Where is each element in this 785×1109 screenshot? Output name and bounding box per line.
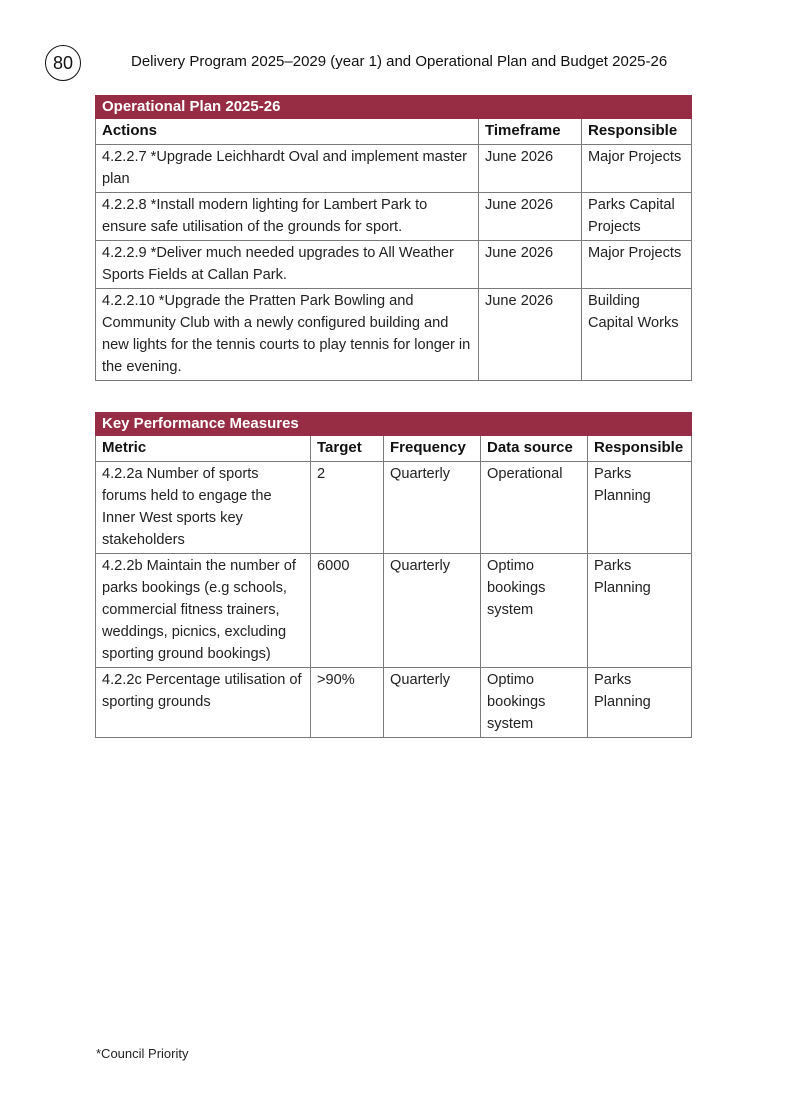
column-header: Data source xyxy=(481,436,588,462)
document-header: Delivery Program 2025–2029 (year 1) and Operational Plan and Budget 2025-26 xyxy=(131,53,668,70)
responsible-cell: Major Projects xyxy=(582,145,692,193)
timeframe-cell: June 2026 xyxy=(479,193,582,241)
target-cell: >90% xyxy=(311,668,384,738)
action-cell: 4.2.2.10 *Upgrade the Pratten Park Bowling and Community Club with a newly configured building and new lights for the tennis courts to play tennis for longer in the evening. xyxy=(96,289,479,381)
metric-cell: 4.2.2a Number of sports forums held to engage the Inner West sports key stakeholders xyxy=(96,462,311,554)
table-row xyxy=(96,462,692,554)
responsible-cell: Major Projects xyxy=(582,241,692,289)
kpi-title: Key Performance Measures xyxy=(96,413,692,436)
column-header: Metric xyxy=(96,436,311,462)
data-source-cell: Operational xyxy=(481,462,588,554)
key-performance-measures-table xyxy=(95,412,692,738)
table-row xyxy=(96,241,692,289)
timeframe-cell: June 2026 xyxy=(479,289,582,381)
page-number xyxy=(45,45,81,81)
column-header: Timeframe xyxy=(479,119,582,145)
column-header: Target xyxy=(311,436,384,462)
column-header: Actions xyxy=(96,119,479,145)
metric-cell: 4.2.2b Maintain the number of parks bookings (e.g schools, commercial fitness trainers, weddings, picnics, excluding sporting ground bookings) xyxy=(96,554,311,668)
data-source-cell: Optimo bookings system xyxy=(481,554,588,668)
responsible-cell: Parks Capital Projects xyxy=(582,193,692,241)
target-cell: 2 xyxy=(311,462,384,554)
frequency-cell: Quarterly xyxy=(384,462,481,554)
column-header: Frequency xyxy=(384,436,481,462)
operational-plan-title: Operational Plan 2025-26 xyxy=(96,96,692,119)
frequency-cell: Quarterly xyxy=(384,554,481,668)
responsible-cell: Parks Planning xyxy=(588,668,692,738)
page-number-text: 80 xyxy=(52,52,74,73)
action-cell: 4.2.2.8 *Install modern lighting for Lambert Park to ensure safe utilisation of the grounds for sport. xyxy=(96,193,479,241)
responsible-cell: Building Capital Works xyxy=(582,289,692,381)
target-cell: 6000 xyxy=(311,554,384,668)
column-header: Responsible xyxy=(588,436,692,462)
column-header: Responsible xyxy=(582,119,692,145)
action-cell: 4.2.2.7 *Upgrade Leichhardt Oval and implement master plan xyxy=(96,145,479,193)
metric-cell: 4.2.2c Percentage utilisation of sporting grounds xyxy=(96,668,311,738)
table-row xyxy=(96,193,692,241)
timeframe-cell: June 2026 xyxy=(479,241,582,289)
data-source-cell: Optimo bookings system xyxy=(481,668,588,738)
responsible-cell: Parks Planning xyxy=(588,462,692,554)
timeframe-cell: June 2026 xyxy=(479,145,582,193)
table-row xyxy=(96,554,692,668)
footnote: *Council Priority xyxy=(96,1046,189,1061)
frequency-cell: Quarterly xyxy=(384,668,481,738)
table-row xyxy=(96,289,692,381)
action-cell: 4.2.2.9 *Deliver much needed upgrades to All Weather Sports Fields at Callan Park. xyxy=(96,241,479,289)
table-row xyxy=(96,145,692,193)
operational-plan-table xyxy=(95,95,692,381)
responsible-cell: Parks Planning xyxy=(588,554,692,668)
table-row xyxy=(96,668,692,738)
